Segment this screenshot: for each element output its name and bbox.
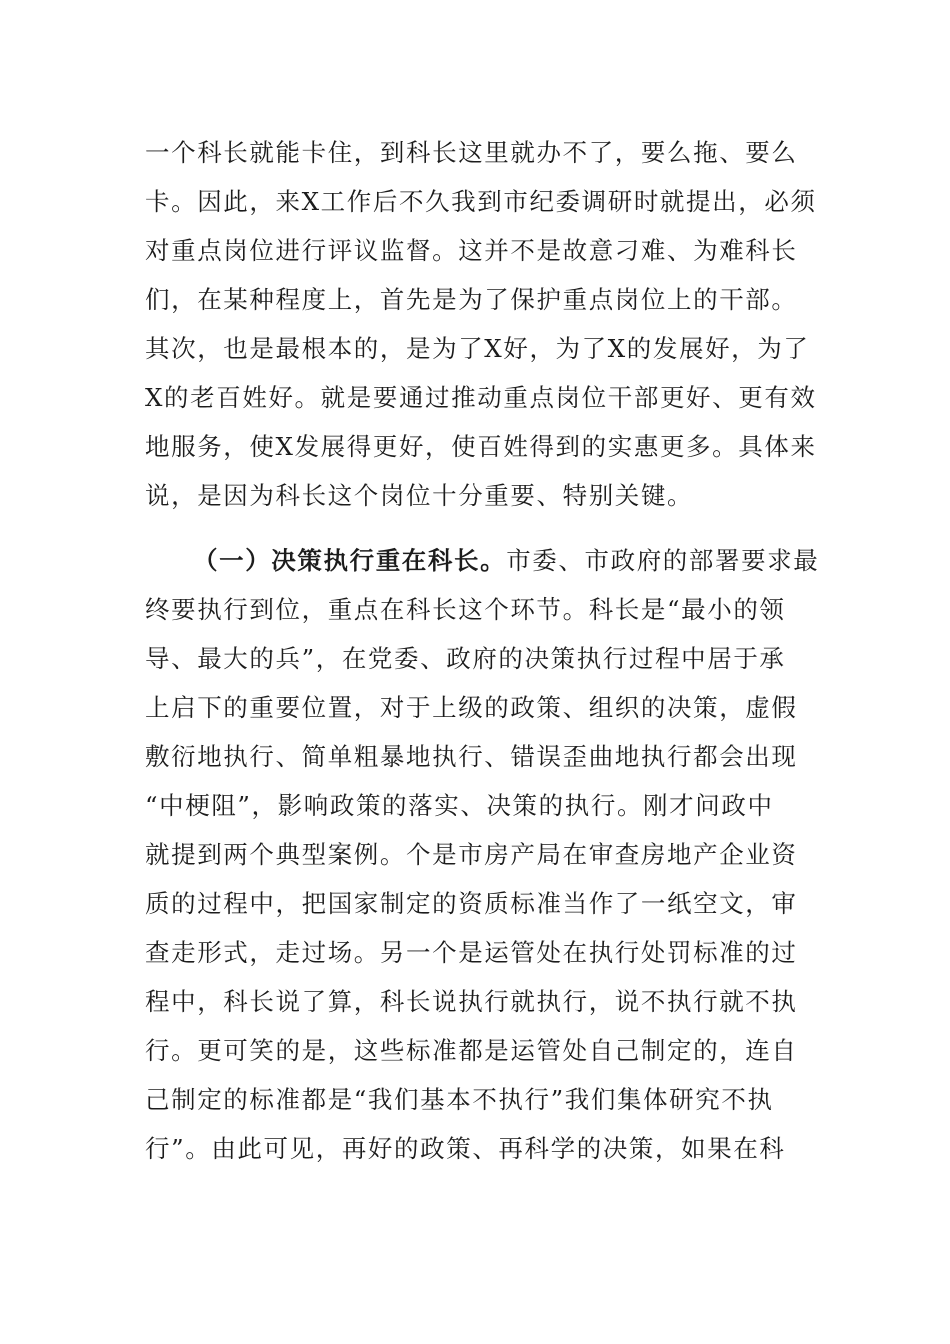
paragraph-2-line: 导、最大的兵”，在党委、政府的决策执行过程中居于承 [145,644,786,673]
paragraph-2-line: 终要执行到位，重点在科长这个环节。科长是“最小的领 [145,595,786,624]
paragraph-2-line: 敷衍地执行、简单粗暴地执行、错误歪曲地执行都会出现 [145,742,798,771]
paragraph-2-line: “中梗阻”，影响政策的落实、决策的执行。刚才问政中 [145,791,774,820]
paragraph-1-line: 说，是因为科长这个岗位十分重要、特别关键。 [145,481,694,510]
paragraph-2-line: 程中，科长说了算，科长说执行就执行，说不执行就不执 [145,987,798,1016]
paragraph-1-line: 地服务，使X发展得更好，使百姓得到的实惠更多。具体来 [145,432,817,461]
paragraph-1-line: 一个科长就能卡住，到科长这里就办不了，要么拖、要么 [145,138,798,167]
paragraph-1-line: 其次，也是最根本的，是为了X好，为了X的发展好，为了 [145,334,810,363]
paragraph-1-line: 对重点岗位进行评议监督。这并不是故意刁难、为难科长 [145,236,798,265]
paragraph-2-line: 行”。由此可见，再好的政策、再科学的决策，如果在科 [145,1134,786,1163]
paragraph-2-line: 质的过程中，把国家制定的资质标准当作了一纸空文，审 [145,889,798,918]
paragraph-2-line: 就提到两个典型案例。个是市房产局在审查房地产企业资 [145,840,798,869]
paragraph-2-first-line [193,543,819,579]
paragraph-2-line: 己制定的标准都是“我们基本不执行”我们集体研究不执 [145,1085,774,1114]
section-heading: （一）决策执行重在科长。 [193,546,507,575]
paragraph-2-line: 上启下的重要位置，对于上级的政策、组织的决策，虚假 [145,693,798,722]
paragraph-1-line: 们，在某种程度上，首先是为了保护重点岗位上的干部。 [145,285,798,314]
paragraph-2-line: 查走形式，走过场。另一个是运管处在执行处罚标准的过 [145,938,798,967]
paragraph-1-line: X的老百姓好。就是要通过推动重点岗位干部更好、更有效 [145,383,817,412]
paragraph-2-first-line-text: 市委、市政府的部署要求最 [506,546,820,575]
paragraph-1-line: 卡。因此，来X工作后不久我到市纪委调研时就提出，必须 [145,187,817,216]
paragraph-2-line: 行。更可笑的是，这些标准都是运管处自己制定的，连自 [145,1036,798,1065]
